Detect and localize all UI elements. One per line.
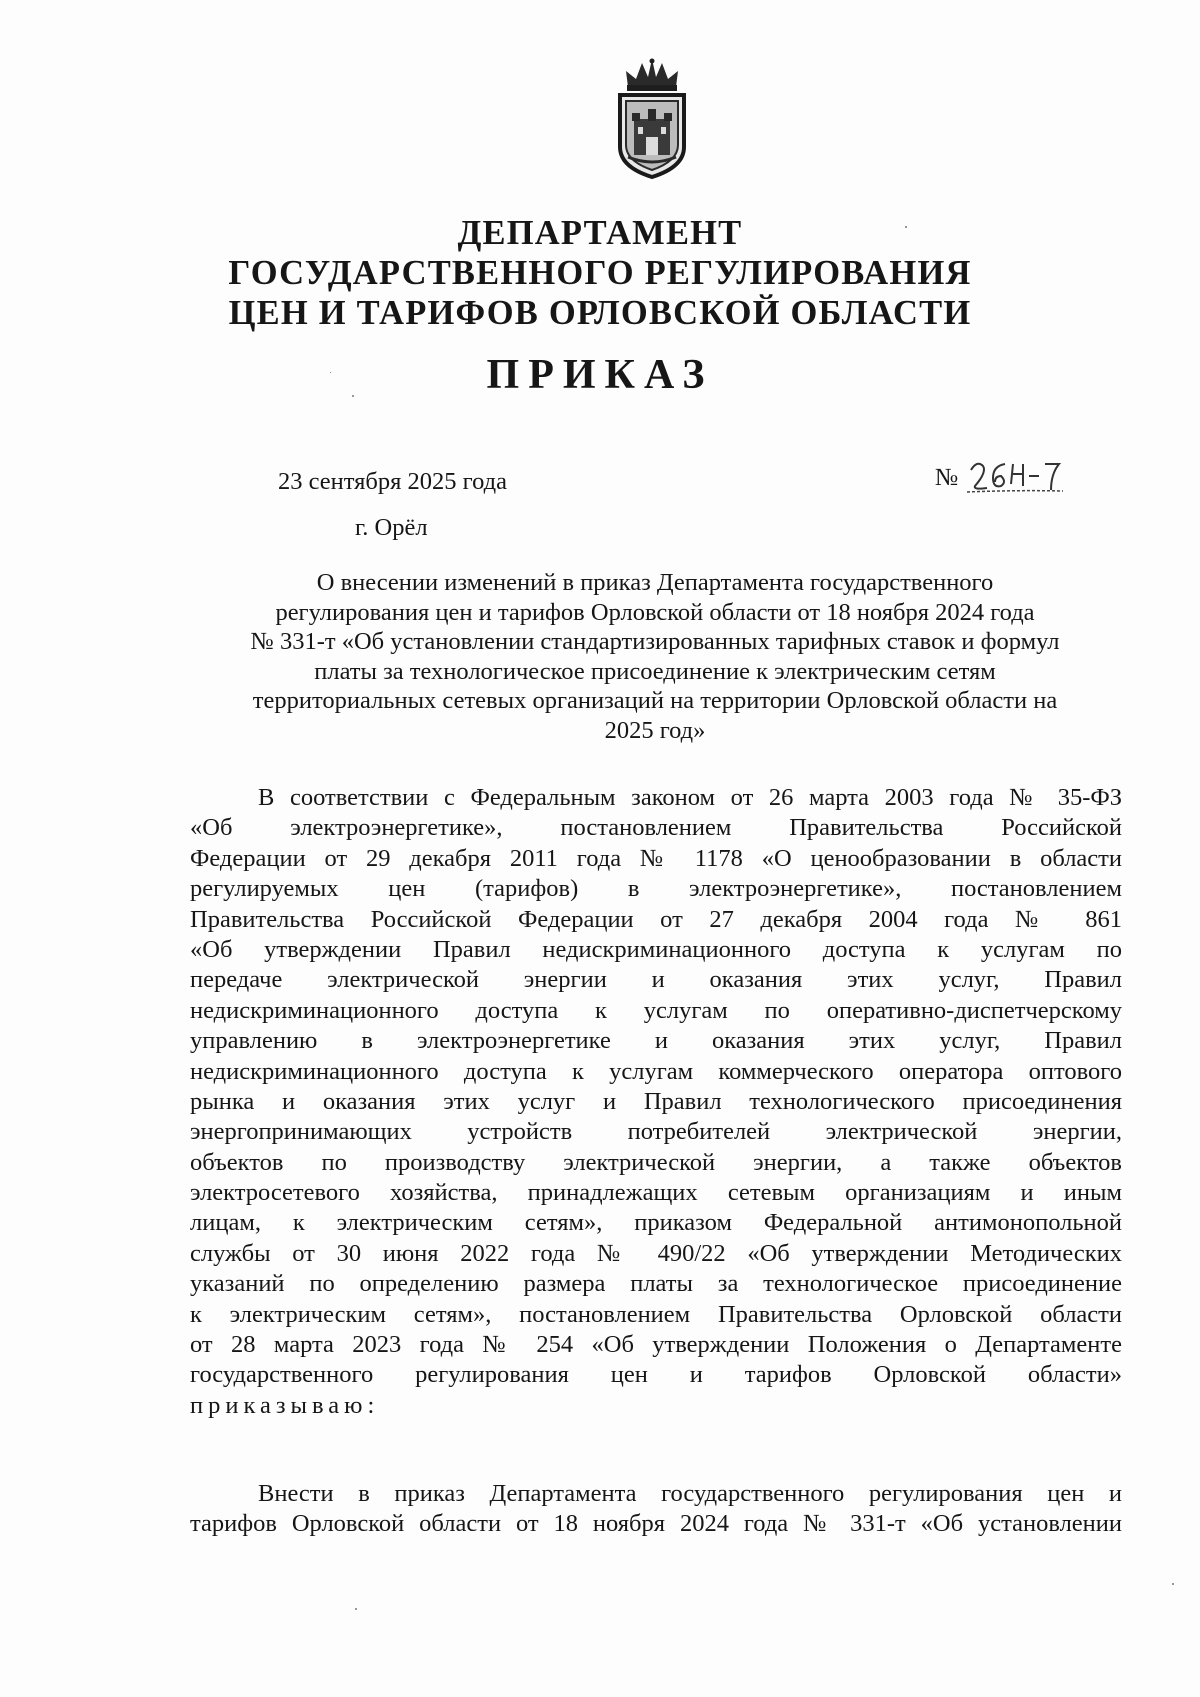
document-date: 23 сентября 2025 года (278, 468, 507, 495)
body-line: тарифов Орловской области от 18 ноября 2024 года № 331-т «Об установлении (190, 1510, 1122, 1538)
handwritten-number (965, 456, 1065, 500)
body-paragraph-preamble (190, 783, 1122, 1421)
subject-line: регулирования цен и тарифов Орловской области от 18 ноября 2024 года (275, 598, 1035, 626)
scan-speck (1172, 1583, 1174, 1585)
scan-speck (355, 1608, 357, 1610)
order-word: приказываю: (190, 1391, 380, 1419)
subject-line: 2025 год» (604, 716, 706, 744)
body-line: Федерации от 29 декабря 2011 года № 1178 «О ценообразовании в области (190, 844, 1122, 872)
subject-line: О внесении изменений в приказ Департамента государственного (316, 569, 994, 596)
body-line: службы от 30 июня 2022 года № 490/22 «Об утверждении Методических (190, 1239, 1122, 1267)
body-line: рынка и оказания этих услуг и Правил технологического присоединения (190, 1087, 1122, 1115)
body-line: лицам, к электрическим сетям», приказом Федеральной антимонопольной (190, 1209, 1122, 1237)
body-line: «Об электроэнергетике», постановлением Правительства Российской (190, 814, 1122, 842)
body-line: к электрическим сетям», постановлением Правительства Орловской области (190, 1300, 1122, 1328)
body-line: энергопринимающих устройств потребителей электрической энергии, (190, 1118, 1122, 1146)
document-number-sign: № (935, 464, 959, 491)
org-name-line-2: ГОСУДАРСТВЕННОГО РЕГУЛИРОВАНИЯ (228, 254, 972, 292)
org-name-line-3: ЦЕН И ТАРИФОВ ОРЛОВСКОЙ ОБЛАСТИ (228, 294, 972, 332)
body-line: В соответствии с Федеральным законом от 26 марта 2003 года № 35-ФЗ (258, 784, 1122, 811)
body-line: Внести в приказ Департамента государственного регулирования цен и (258, 1480, 1122, 1507)
body-line: государственного регулирования цен и тарифов Орловской области» (190, 1361, 1122, 1389)
subject-line: территориальных сетевых организаций на территории Орловской области на (252, 687, 1058, 714)
scan-speck (330, 372, 331, 373)
body-line: передаче электрической энергии и оказания этих услуг, Правил (190, 966, 1122, 994)
document-type-title: ПРИКАЗ (486, 352, 714, 398)
body-line: электросетевого хозяйства, принадлежащих сетевым организациям и иным (190, 1179, 1122, 1207)
body-line: объектов по производству электрической энергии, а также объектов (190, 1148, 1122, 1176)
scan-speck (905, 226, 907, 228)
body-line: регулируемых цен (тарифов) в электроэнергетике», постановлением (190, 875, 1122, 903)
subject-line: № 331-т «Об установлении стандартизированных тарифных ставок и формул (250, 628, 1060, 655)
body-line: «Об утверждении Правил недискриминационного доступа к услугам по (190, 935, 1122, 963)
body-line: управлению в электроэнергетике и оказания этих услуг, Правил (190, 1027, 1122, 1055)
body-paragraph-order (190, 1479, 1122, 1540)
body-line: недискриминационного доступа к услугам по оперативно-диспетчерскому (190, 996, 1122, 1024)
document-city: г. Орёл (355, 514, 428, 541)
document-subject (185, 568, 1125, 745)
org-name-line-1: ДЕПАРТАМЕНТ (457, 214, 743, 252)
body-line: указаний по определению размера платы за технологическое присоединение (190, 1270, 1122, 1298)
coat-of-arms-emblem (612, 57, 692, 180)
body-line: недискриминационного доступа к услугам коммерческого оператора оптового (190, 1057, 1122, 1085)
scan-speck (352, 395, 354, 397)
body-line: Правительства Российской Федерации от 27 декабря 2004 года № 861 (190, 905, 1122, 933)
body-line: от 28 марта 2023 года № 254 «Об утверждении Положения о Департаменте (190, 1331, 1122, 1359)
subject-line: платы за технологическое присоединение к электрическим сетям (314, 657, 996, 685)
